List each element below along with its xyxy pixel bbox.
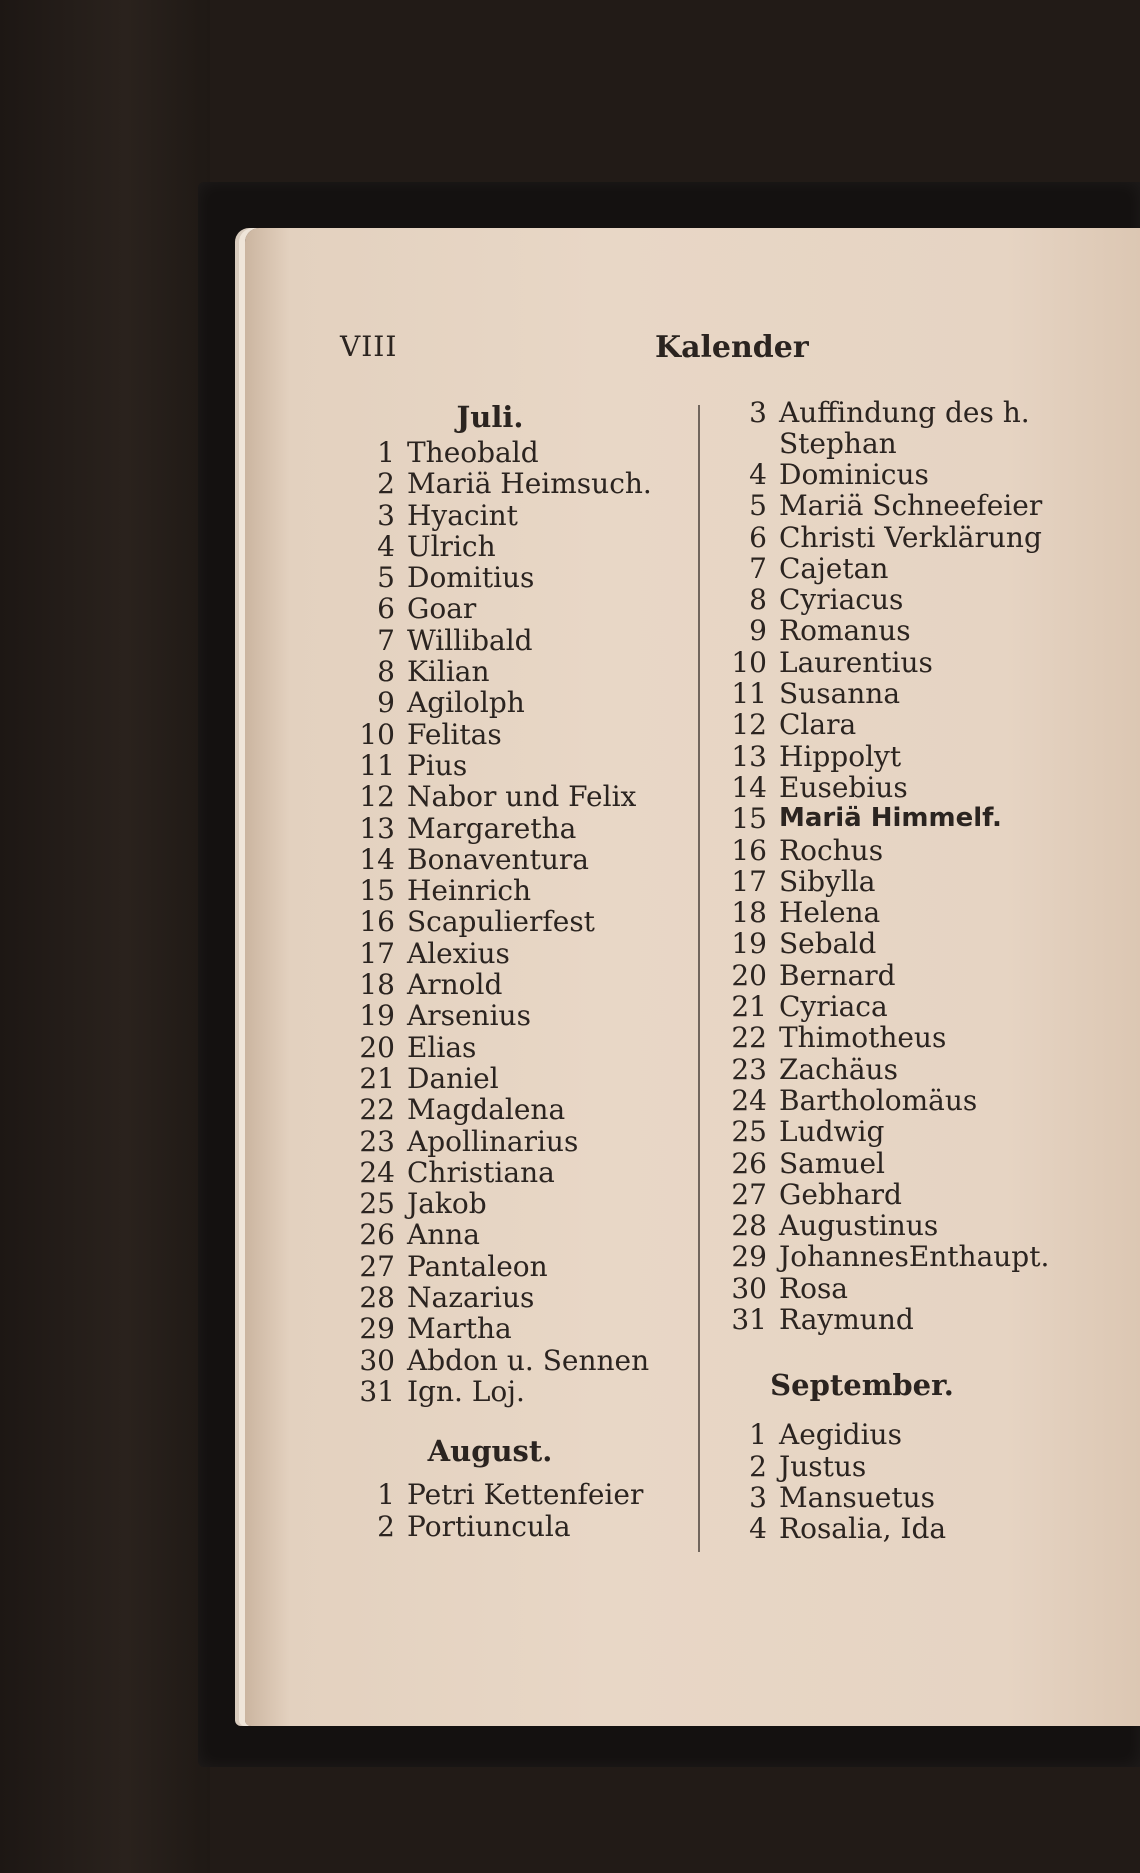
saint-name: Mariä Schneefeier	[779, 489, 1043, 523]
calendar-entry	[722, 397, 1062, 459]
calendar-entry	[350, 906, 690, 937]
calendar-entry	[722, 553, 1062, 584]
saint-name: Willibald	[407, 623, 533, 657]
day-number: 18	[731, 896, 767, 930]
day-number: 16	[359, 905, 395, 939]
saint-name: Goar	[407, 592, 477, 626]
july-list	[350, 437, 690, 1407]
calendar-entry	[722, 866, 1062, 897]
day-number: 30	[731, 1271, 767, 1305]
saint-name: Anna	[407, 1218, 480, 1252]
saint-name: Kilian	[407, 655, 490, 689]
day-number: 20	[359, 1030, 395, 1064]
saint-name: Jakob	[407, 1187, 487, 1221]
day-number: 17	[359, 936, 395, 970]
saint-name: Arsenius	[407, 999, 531, 1033]
calendar-entry	[350, 1219, 690, 1250]
saint-name: Samuel	[779, 1146, 885, 1180]
day-number: 6	[749, 520, 767, 554]
saint-name: Nabor und Felix	[407, 780, 637, 814]
saint-name: Susanna	[779, 677, 901, 711]
calendar-entry	[722, 835, 1062, 866]
calendar-entry	[350, 875, 690, 906]
saint-name: Sibylla	[779, 864, 876, 898]
saint-name: Mansuetus	[779, 1480, 936, 1514]
saint-name: Bernard	[779, 958, 896, 992]
calendar-entry	[722, 928, 1062, 959]
day-number: 1	[749, 1418, 767, 1452]
day-number: 24	[359, 1155, 395, 1189]
saint-name: Agilolph	[407, 686, 525, 720]
day-number: 2	[749, 1449, 767, 1483]
day-number: 24	[731, 1083, 767, 1117]
saint-name: Clara	[779, 708, 857, 742]
calendar-entry	[350, 844, 690, 875]
day-number: 14	[731, 770, 767, 804]
day-number: 11	[731, 677, 767, 711]
day-number: 21	[731, 990, 767, 1024]
day-number: 14	[359, 842, 395, 876]
day-number: 27	[359, 1249, 395, 1283]
saint-name: Justus	[779, 1449, 867, 1483]
day-number: 5	[377, 561, 395, 595]
calendar-entry	[350, 1345, 690, 1376]
saint-name: Hyacint	[407, 498, 518, 532]
day-number: 18	[359, 968, 395, 1002]
august-continued-list	[722, 397, 1062, 1335]
calendar-entry	[722, 459, 1062, 490]
calendar-entry	[350, 1126, 690, 1157]
saint-name: Petri Kettenfeier	[407, 1478, 644, 1512]
month-heading-july: Juli.	[456, 400, 524, 434]
saint-name: Auffindung des h. Stephan	[779, 396, 1030, 460]
calendar-entry	[722, 678, 1062, 709]
september-list	[722, 1419, 1062, 1544]
calendar-entry	[722, 897, 1062, 928]
calendar-entry	[722, 1148, 1062, 1179]
calendar-entry	[722, 490, 1062, 521]
calendar-entry	[350, 1063, 690, 1094]
day-number: 16	[731, 833, 767, 867]
page-number: VIII	[340, 330, 398, 363]
day-number: 19	[731, 927, 767, 961]
day-number: 31	[359, 1374, 395, 1408]
calendar-entry	[350, 969, 690, 1000]
left-column	[350, 397, 690, 1542]
calendar-entry	[350, 813, 690, 844]
saint-name: Rochus	[779, 833, 884, 867]
calendar-entry	[350, 500, 690, 531]
saint-name: Mariä Heimsuch.	[407, 467, 652, 501]
calendar-entry	[722, 1022, 1062, 1053]
day-number: 22	[359, 1093, 395, 1127]
saint-name: Bonaventura	[407, 842, 589, 876]
page-header	[340, 330, 809, 370]
calendar-entry	[722, 741, 1062, 772]
calendar-entry	[722, 1210, 1062, 1241]
day-number: 23	[731, 1052, 767, 1086]
calendar-entry	[722, 1451, 1062, 1482]
day-number: 21	[359, 1061, 395, 1095]
day-number: 29	[359, 1312, 395, 1346]
day-number: 28	[731, 1209, 767, 1243]
calendar-entry	[350, 1000, 690, 1031]
calendar-entry	[350, 531, 690, 562]
saint-name: Christi Verklärung	[779, 520, 1042, 554]
day-number: 8	[377, 655, 395, 689]
day-number: 22	[731, 1021, 767, 1055]
calendar-entry	[722, 647, 1062, 678]
saint-name: Nazarius	[407, 1281, 535, 1315]
saint-name: Elias	[407, 1030, 477, 1064]
calendar-entry	[722, 772, 1062, 803]
saint-name: Christiana	[407, 1155, 555, 1189]
saint-name: Ludwig	[779, 1115, 885, 1149]
calendar-entry	[722, 1304, 1062, 1335]
saint-name: Alexius	[407, 936, 510, 970]
saint-name: Thimotheus	[779, 1021, 947, 1055]
day-number: 15	[731, 802, 767, 836]
day-number: 29	[731, 1240, 767, 1274]
calendar-entry	[350, 1094, 690, 1125]
day-number: 12	[359, 780, 395, 814]
month-heading-september: September.	[770, 1368, 954, 1403]
day-number: 20	[731, 958, 767, 992]
calendar-entry	[350, 468, 690, 499]
day-number: 5	[749, 489, 767, 523]
saint-name: Scapulierfest	[407, 905, 595, 939]
calendar-entry	[722, 1179, 1062, 1210]
calendar-entry	[722, 1241, 1062, 1272]
calendar-entry	[350, 562, 690, 593]
saint-name: Eusebius	[779, 770, 908, 804]
running-title: Kalender	[655, 330, 809, 365]
saint-name: Augustinus	[779, 1209, 939, 1243]
column-divider	[698, 405, 700, 1552]
calendar-entry	[350, 593, 690, 624]
saint-name: Raymund	[779, 1303, 914, 1337]
saint-name: Domitius	[407, 561, 535, 595]
day-number: 26	[359, 1218, 395, 1252]
saint-name: Rosalia, Ida	[779, 1512, 947, 1546]
calendar-entry	[722, 960, 1062, 991]
calendar-entry	[350, 1251, 690, 1282]
day-number: 7	[749, 551, 767, 585]
saint-name: Laurentius	[779, 645, 933, 679]
saint-name: Pius	[407, 748, 468, 782]
calendar-entry	[722, 803, 1062, 834]
saint-name: Cajetan	[779, 551, 889, 585]
right-column	[722, 397, 1062, 1545]
saint-name: Apollinarius	[407, 1124, 579, 1158]
calendar-entry	[722, 1513, 1062, 1544]
day-number: 13	[731, 739, 767, 773]
day-number: 27	[731, 1177, 767, 1211]
calendar-entry	[722, 709, 1062, 740]
calendar-entry	[722, 1054, 1062, 1085]
calendar-entry	[350, 687, 690, 718]
calendar-entry	[722, 584, 1062, 615]
day-number: 2	[377, 1509, 395, 1543]
calendar-entry	[350, 625, 690, 656]
saint-name: Helena	[779, 896, 881, 930]
calendar-entry	[350, 781, 690, 812]
calendar-entry	[722, 1085, 1062, 1116]
day-number: 31	[731, 1303, 767, 1337]
saint-name: Cyriaca	[779, 990, 888, 1024]
calendar-entry	[722, 991, 1062, 1022]
day-number: 3	[749, 1480, 767, 1514]
day-number: 28	[359, 1281, 395, 1315]
day-number: 11	[359, 748, 395, 782]
background-left	[0, 0, 210, 1873]
saint-name: Margaretha	[407, 811, 577, 845]
day-number: 2	[377, 467, 395, 501]
saint-name: Dominicus	[779, 458, 929, 491]
august-list	[350, 1479, 690, 1542]
calendar-entry	[350, 750, 690, 781]
calendar-entry	[722, 1482, 1062, 1513]
saint-name: Gebhard	[779, 1177, 902, 1211]
day-number: 9	[749, 614, 767, 648]
day-number: 10	[359, 717, 395, 751]
saint-name: Aegidius	[779, 1418, 902, 1452]
day-number: 4	[377, 529, 395, 563]
day-number: 3	[749, 396, 767, 429]
calendar-entry	[722, 522, 1062, 553]
day-number: 4	[749, 1512, 767, 1546]
calendar-entry	[350, 1511, 690, 1542]
day-number: 1	[377, 436, 395, 469]
saint-name: Hippolyt	[779, 739, 902, 773]
saint-name: Pantaleon	[407, 1249, 548, 1283]
saint-name: Cyriacus	[779, 583, 904, 617]
day-number: 1	[377, 1478, 395, 1512]
day-number: 25	[731, 1115, 767, 1149]
saint-name: Ulrich	[407, 529, 496, 563]
saint-name: Theobald	[407, 436, 539, 469]
saint-name: Sebald	[779, 927, 877, 961]
month-heading-august: August.	[427, 1434, 553, 1469]
day-number: 15	[359, 874, 395, 908]
calendar-entry	[350, 1313, 690, 1344]
day-number: 17	[731, 864, 767, 898]
day-number: 19	[359, 999, 395, 1033]
saint-name: Romanus	[779, 614, 911, 648]
calendar-entry	[350, 1376, 690, 1407]
saint-name: Martha	[407, 1312, 512, 1346]
calendar-entry	[350, 1188, 690, 1219]
saint-name: Daniel	[407, 1061, 499, 1095]
saint-name: Magdalena	[407, 1093, 566, 1127]
day-number: 30	[359, 1343, 395, 1377]
day-number: 3	[377, 498, 395, 532]
saint-name: Felitas	[407, 717, 502, 751]
day-number: 4	[749, 458, 767, 491]
saint-name: Rosa	[779, 1271, 849, 1305]
day-number: 6	[377, 592, 395, 626]
calendar-entry	[350, 719, 690, 750]
calendar-entry	[350, 1282, 690, 1313]
day-number: 12	[731, 708, 767, 742]
saint-name: Abdon u. Sennen	[407, 1343, 650, 1377]
saint-name: Ign. Loj.	[407, 1374, 525, 1408]
day-number: 8	[749, 583, 767, 617]
calendar-entry	[722, 1419, 1062, 1450]
saint-name: Bartholomäus	[779, 1083, 978, 1117]
saint-name: Zachäus	[779, 1052, 898, 1086]
saint-name: JohannesEnthaupt.	[779, 1240, 1050, 1274]
calendar-entry	[722, 1116, 1062, 1147]
calendar-entry	[722, 1273, 1062, 1304]
saint-name: Heinrich	[407, 874, 532, 908]
day-number: 10	[731, 645, 767, 679]
calendar-entry	[722, 615, 1062, 646]
saint-name: Arnold	[407, 968, 503, 1002]
day-number: 7	[377, 623, 395, 657]
saint-name: Portiuncula	[407, 1509, 571, 1543]
day-number: 26	[731, 1146, 767, 1180]
day-number: 9	[377, 686, 395, 720]
calendar-entry	[350, 1157, 690, 1188]
day-number: 25	[359, 1187, 395, 1221]
day-number: 23	[359, 1124, 395, 1158]
day-number: 13	[359, 811, 395, 845]
calendar-entry	[350, 437, 690, 468]
calendar-entry	[350, 938, 690, 969]
saint-name: Mariä Himmelf.	[779, 803, 1002, 834]
calendar-entry	[350, 1032, 690, 1063]
calendar-entry	[350, 656, 690, 687]
calendar-entry	[350, 1479, 690, 1510]
